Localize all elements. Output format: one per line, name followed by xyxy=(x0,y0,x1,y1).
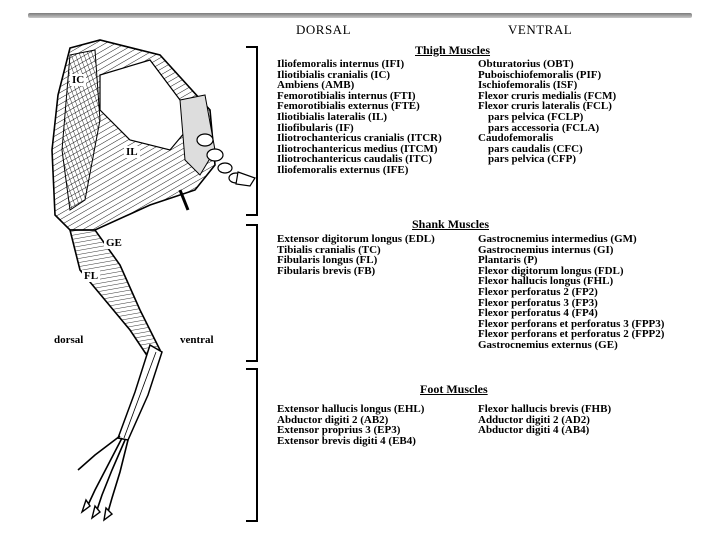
list-item: Puboischiofemoralis (PIF) xyxy=(478,68,602,81)
tarsometatarsus xyxy=(118,345,162,440)
list-item: Fibularis longus (FL) xyxy=(277,254,378,267)
foot-ventral-list xyxy=(478,404,611,436)
thigh-section-title: Thigh Muscles xyxy=(415,43,491,57)
list-item: Ambiens (AMB) xyxy=(277,79,355,92)
list-item: pars caudalis (CFC) xyxy=(488,142,583,155)
list-item: Flexor digitorum longus (FDL) xyxy=(478,264,624,277)
list-item: Femorotibialis externus (FTE) xyxy=(277,100,420,113)
list-item: Gastrocnemius internus (GI) xyxy=(478,243,614,256)
list-item: pars accessoria (FCLA) xyxy=(488,121,600,134)
ventral-column-heading: VENTRAL xyxy=(508,22,573,37)
label-fl: FL xyxy=(84,270,99,282)
claws xyxy=(82,500,112,520)
list-item: pars pelvica (CFP) xyxy=(488,153,576,166)
shank-section-title: Shank Muscles xyxy=(412,217,490,231)
shank-dorsal-list xyxy=(277,234,435,276)
thigh-bracket xyxy=(246,46,258,216)
bird-leg-illustration xyxy=(0,0,260,540)
list-item: Flexor perforatus 2 (FP2) xyxy=(478,285,598,298)
list-item: Fibularis brevis (FB) xyxy=(277,264,376,277)
list-item: Iliotrochantericus cranialis (ITCR) xyxy=(277,132,442,145)
thigh-ventral-list xyxy=(478,59,616,165)
list-item: Extensor brevis digiti 4 (EB4) xyxy=(277,434,416,447)
list-item: Tibialis cranialis (TC) xyxy=(277,243,381,256)
list-item: Obturatorius (OBT) xyxy=(478,58,574,70)
list-item: Ischiofemoralis (ISF) xyxy=(478,79,578,92)
list-item: Iliotibialis cranialis (IC) xyxy=(277,68,391,81)
foot-dorsal-list xyxy=(277,404,424,446)
list-item: Femorotibialis internus (FTI) xyxy=(277,89,416,102)
label-ic: IC xyxy=(72,74,85,86)
list-item: Plantaris (P) xyxy=(478,254,538,267)
list-item: Gastrocnemius externus (GE) xyxy=(478,338,618,351)
list-item: Flexor perforatus 3 (FP3) xyxy=(478,296,598,309)
list-item: Iliotrochantericus caudalis (ITC) xyxy=(277,153,433,166)
list-item: Iliofemoralis externus (IFE) xyxy=(277,163,409,176)
list-item: Abductor digiti 2 (AB2) xyxy=(277,413,389,426)
list-item: Caudofemoralis xyxy=(478,132,554,145)
list-item: Flexor hallucis brevis (FHB) xyxy=(478,403,612,415)
list-item: Extensor hallucis longus (EHL) xyxy=(277,403,425,415)
shank-ventral-list xyxy=(478,234,664,351)
shank-bracket xyxy=(246,224,258,362)
list-item: Flexor cruris lateralis (FCL) xyxy=(478,100,612,113)
thigh-dorsal-list xyxy=(277,59,442,176)
list-item: Extensor proprius 3 (EP3) xyxy=(277,424,401,437)
label-il: IL xyxy=(126,146,138,158)
list-item: Iliotrochantericus medius (ITCM) xyxy=(277,142,438,155)
foot-bracket xyxy=(246,368,258,522)
label-ge: GE xyxy=(106,237,122,249)
dorsal-column-heading: DORSAL xyxy=(296,22,352,37)
list-item: Adductor digiti 2 (AD2) xyxy=(478,413,590,426)
list-item: Iliofemoralis internus (IFI) xyxy=(277,58,405,70)
list-item: Flexor hallucis longus (FHL) xyxy=(478,275,614,288)
shank xyxy=(70,230,160,360)
list-item: Flexor perforans et perforatus 2 (FPP2) xyxy=(478,328,665,341)
list-item: Abductor digiti 4 (AB4) xyxy=(478,424,590,437)
list-item: Flexor perforans et perforatus 3 (FPP3) xyxy=(478,317,665,330)
list-item: Flexor perforatus 4 (FP4) xyxy=(478,307,598,320)
list-item: Gastrocnemius intermedius (GM) xyxy=(478,233,637,245)
list-item: Extensor digitorum longus (EDL) xyxy=(277,233,435,245)
list-item: Flexor cruris medialis (FCM) xyxy=(478,89,617,102)
foot-section-title: Foot Muscles xyxy=(420,382,488,396)
figure-dorsal-label: dorsal xyxy=(54,334,84,346)
list-item: Iliotibialis lateralis (IL) xyxy=(277,110,387,123)
figure-ventral-label: ventral xyxy=(180,334,214,346)
list-item: pars pelvica (FCLP) xyxy=(488,110,584,123)
list-item: Iliofibularis (IF) xyxy=(277,121,354,134)
